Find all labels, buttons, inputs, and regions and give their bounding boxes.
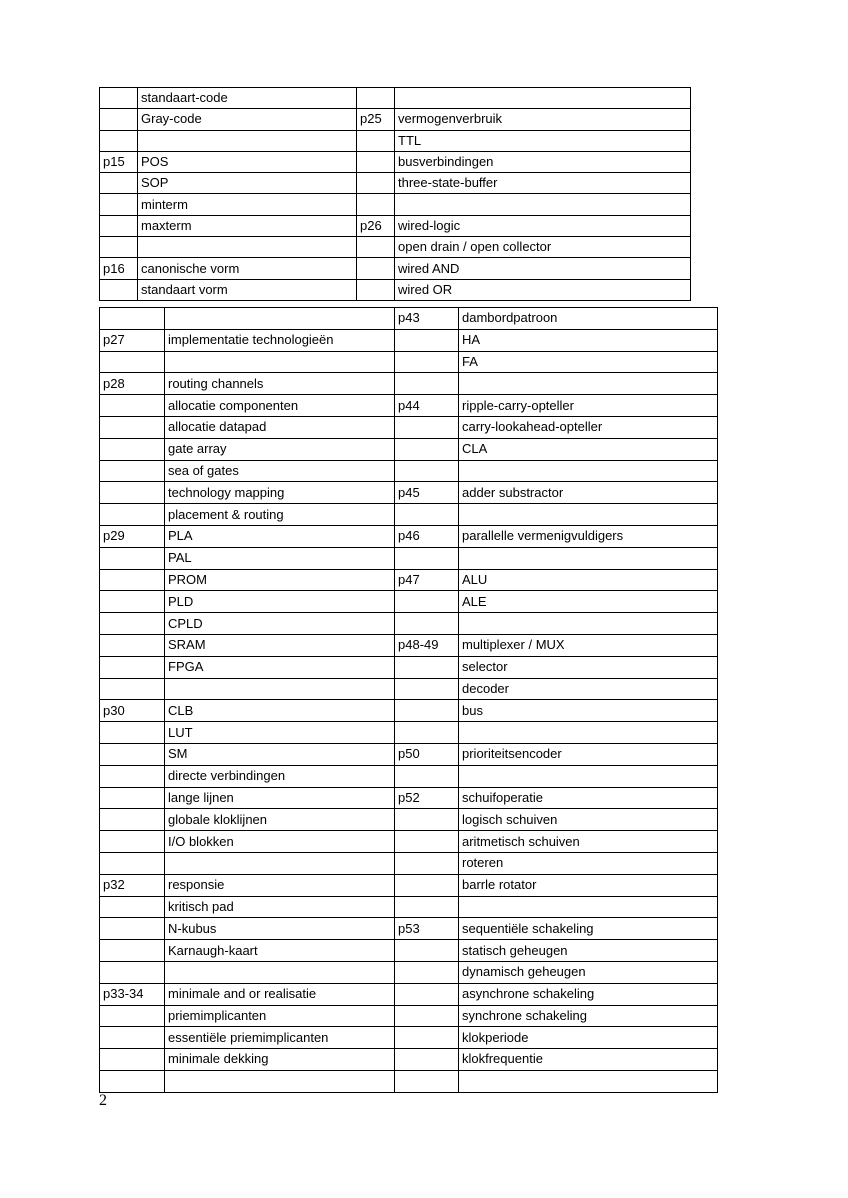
glossary-table-bottom (99, 307, 718, 1093)
term-cell: SM (165, 743, 395, 765)
table-row (100, 896, 718, 918)
term-cell: roteren (459, 852, 718, 874)
page-ref-cell (100, 395, 165, 417)
page-ref-cell: p32 (100, 874, 165, 896)
page-ref-cell (100, 109, 138, 130)
page-ref-cell (395, 765, 459, 787)
term-cell (395, 88, 691, 109)
table-row (100, 504, 718, 526)
term-cell: allocatie componenten (165, 395, 395, 417)
page-ref-cell: p33-34 (100, 983, 165, 1005)
page-ref-cell (100, 1027, 165, 1049)
term-cell (165, 308, 395, 330)
page-ref-cell (100, 237, 138, 258)
table-row (100, 215, 691, 236)
page-ref-cell: p16 (100, 258, 138, 279)
page-ref-cell (100, 743, 165, 765)
page-ref-cell (395, 591, 459, 613)
table-row (100, 547, 718, 569)
page-ref-cell (395, 961, 459, 983)
term-cell: wired AND (395, 258, 691, 279)
term-cell: PROM (165, 569, 395, 591)
page-ref-cell (100, 416, 165, 438)
table-row (100, 1005, 718, 1027)
page-ref-cell (100, 787, 165, 809)
term-cell: essentiële priemimplicanten (165, 1027, 395, 1049)
page-ref-cell (100, 613, 165, 635)
page-ref-cell (100, 1070, 165, 1092)
page-ref-cell (100, 809, 165, 831)
term-cell: dambordpatroon (459, 308, 718, 330)
page-ref-cell (100, 460, 165, 482)
page-ref-cell (100, 173, 138, 194)
term-cell: barrle rotator (459, 874, 718, 896)
table-row (100, 918, 718, 940)
page-ref-cell (100, 591, 165, 613)
page-ref-cell (100, 504, 165, 526)
page-ref-cell (100, 547, 165, 569)
page-ref-cell (100, 722, 165, 744)
page-ref-cell (357, 130, 395, 151)
term-cell: dynamisch geheugen (459, 961, 718, 983)
term-cell (459, 896, 718, 918)
term-cell: bus (459, 700, 718, 722)
term-cell: synchrone schakeling (459, 1005, 718, 1027)
term-cell: selector (459, 656, 718, 678)
page-ref-cell (395, 809, 459, 831)
page-ref-cell: p45 (395, 482, 459, 504)
table-row (100, 700, 718, 722)
term-cell: POS (138, 151, 357, 172)
term-cell: PAL (165, 547, 395, 569)
term-cell: FPGA (165, 656, 395, 678)
term-cell (138, 237, 357, 258)
term-cell (459, 460, 718, 482)
term-cell (395, 194, 691, 215)
term-cell: vermogenverbruik (395, 109, 691, 130)
term-cell: routing channels (165, 373, 395, 395)
page-ref-cell (100, 918, 165, 940)
term-cell (459, 504, 718, 526)
term-cell: canonische vorm (138, 258, 357, 279)
term-cell (459, 547, 718, 569)
term-cell: CLA (459, 438, 718, 460)
term-cell: SOP (138, 173, 357, 194)
page-ref-cell (357, 151, 395, 172)
page-ref-cell: p48-49 (395, 634, 459, 656)
page-ref-cell (395, 722, 459, 744)
term-cell (459, 722, 718, 744)
page-ref-cell: p27 (100, 329, 165, 351)
page-ref-cell (395, 351, 459, 373)
page-ref-cell (100, 279, 138, 300)
term-cell: statisch geheugen (459, 940, 718, 962)
term-cell: carry-lookahead-opteller (459, 416, 718, 438)
term-cell: PLA (165, 525, 395, 547)
page-ref-cell (100, 940, 165, 962)
page-ref-cell (395, 416, 459, 438)
page-ref-cell: p15 (100, 151, 138, 172)
term-cell: open drain / open collector (395, 237, 691, 258)
page-ref-cell (395, 1070, 459, 1092)
term-cell: globale kloklijnen (165, 809, 395, 831)
page-ref-cell: p52 (395, 787, 459, 809)
term-cell: implementatie technologieën (165, 329, 395, 351)
term-cell: priemimplicanten (165, 1005, 395, 1027)
term-cell (459, 613, 718, 635)
term-cell (165, 1070, 395, 1092)
term-cell: placement & routing (165, 504, 395, 526)
term-cell: Karnaugh-kaart (165, 940, 395, 962)
term-cell: aritmetisch schuiven (459, 831, 718, 853)
term-cell: busverbindingen (395, 151, 691, 172)
table-row (100, 722, 718, 744)
table-row (100, 1049, 718, 1071)
page-ref-cell (100, 351, 165, 373)
term-cell: asynchrone schakeling (459, 983, 718, 1005)
page-ref-cell (395, 613, 459, 635)
table-row (100, 634, 718, 656)
term-cell: standaart vorm (138, 279, 357, 300)
term-cell: gate array (165, 438, 395, 460)
page-ref-cell (100, 852, 165, 874)
page-ref-cell (100, 1049, 165, 1071)
term-cell (459, 373, 718, 395)
term-cell: HA (459, 329, 718, 351)
term-cell: minterm (138, 194, 357, 215)
term-cell (138, 130, 357, 151)
page-ref-cell (100, 482, 165, 504)
table-row (100, 613, 718, 635)
term-cell: PLD (165, 591, 395, 613)
table-row (100, 130, 691, 151)
page-ref-cell (395, 700, 459, 722)
page-ref-cell (395, 831, 459, 853)
table-row (100, 961, 718, 983)
table-row (100, 395, 718, 417)
page-ref-cell (395, 1027, 459, 1049)
term-cell: responsie (165, 874, 395, 896)
table-row (100, 525, 718, 547)
page-ref-cell (395, 678, 459, 700)
page-ref-cell (100, 896, 165, 918)
page-ref-cell (395, 983, 459, 1005)
page-ref-cell (100, 1005, 165, 1027)
page-ref-cell (357, 237, 395, 258)
term-cell: CPLD (165, 613, 395, 635)
term-cell: LUT (165, 722, 395, 744)
table-row (100, 1027, 718, 1049)
page-ref-cell: p29 (100, 525, 165, 547)
table-row (100, 416, 718, 438)
page-ref-cell: p25 (357, 109, 395, 130)
page-ref-cell (395, 438, 459, 460)
page-ref-cell (357, 173, 395, 194)
page-ref-cell (100, 961, 165, 983)
table-row (100, 151, 691, 172)
page-ref-cell (395, 329, 459, 351)
page-ref-cell (395, 656, 459, 678)
term-cell: TTL (395, 130, 691, 151)
term-cell (165, 961, 395, 983)
page-ref-cell: p53 (395, 918, 459, 940)
page-ref-cell (100, 765, 165, 787)
page-ref-cell: p46 (395, 525, 459, 547)
term-cell: three-state-buffer (395, 173, 691, 194)
page-ref-cell (100, 438, 165, 460)
term-cell (459, 765, 718, 787)
table-row (100, 874, 718, 896)
term-cell (459, 1070, 718, 1092)
term-cell: SRAM (165, 634, 395, 656)
term-cell: klokfrequentie (459, 1049, 718, 1071)
term-cell: minimale dekking (165, 1049, 395, 1071)
term-cell: directe verbindingen (165, 765, 395, 787)
table-row (100, 351, 718, 373)
term-cell: schuifoperatie (459, 787, 718, 809)
page-ref-cell (395, 896, 459, 918)
table-row (100, 743, 718, 765)
table-row (100, 237, 691, 258)
table-row (100, 591, 718, 613)
page-ref-cell: p26 (357, 215, 395, 236)
term-cell: parallelle vermenigvuldigers (459, 525, 718, 547)
term-cell: sequentiële schakeling (459, 918, 718, 940)
table-row (100, 1070, 718, 1092)
page-ref-cell (395, 1049, 459, 1071)
page-ref-cell (100, 831, 165, 853)
term-cell: adder substractor (459, 482, 718, 504)
page-ref-cell (395, 1005, 459, 1027)
term-cell: ripple-carry-opteller (459, 395, 718, 417)
term-cell: Gray-code (138, 109, 357, 130)
page-ref-cell: p44 (395, 395, 459, 417)
page-ref-cell: p47 (395, 569, 459, 591)
page-ref-cell (357, 279, 395, 300)
term-cell (165, 678, 395, 700)
term-cell: standaart-code (138, 88, 357, 109)
page-ref-cell: p28 (100, 373, 165, 395)
table-row (100, 173, 691, 194)
term-cell: klokperiode (459, 1027, 718, 1049)
term-cell: multiplexer / MUX (459, 634, 718, 656)
page-ref-cell (100, 215, 138, 236)
page-ref-cell (100, 88, 138, 109)
page-ref-cell (395, 547, 459, 569)
term-cell: kritisch pad (165, 896, 395, 918)
table-row (100, 809, 718, 831)
table-row (100, 373, 718, 395)
page-ref-cell: p30 (100, 700, 165, 722)
table-row (100, 194, 691, 215)
page-ref-cell (395, 460, 459, 482)
term-cell: prioriteitsencoder (459, 743, 718, 765)
term-cell: ALU (459, 569, 718, 591)
term-cell: maxterm (138, 215, 357, 236)
page-ref-cell (395, 504, 459, 526)
table-row (100, 460, 718, 482)
glossary-table-bottom-body (100, 308, 718, 1093)
table-row (100, 329, 718, 351)
term-cell: sea of gates (165, 460, 395, 482)
term-cell: wired OR (395, 279, 691, 300)
term-cell: CLB (165, 700, 395, 722)
term-cell: minimale and or realisatie (165, 983, 395, 1005)
page-ref-cell (395, 852, 459, 874)
table-row (100, 569, 718, 591)
page-number: 2 (99, 1092, 107, 1109)
table-row (100, 482, 718, 504)
term-cell: ALE (459, 591, 718, 613)
page-ref-cell (395, 940, 459, 962)
term-cell: N-kubus (165, 918, 395, 940)
table-row (100, 438, 718, 460)
page-ref-cell: p43 (395, 308, 459, 330)
page-ref-cell (100, 194, 138, 215)
table-row (100, 656, 718, 678)
term-cell: I/O blokken (165, 831, 395, 853)
page-ref-cell (395, 373, 459, 395)
table-row (100, 308, 718, 330)
table-row (100, 678, 718, 700)
page-ref-cell (100, 130, 138, 151)
table-row (100, 983, 718, 1005)
page-ref-cell: p50 (395, 743, 459, 765)
page-ref-cell (100, 308, 165, 330)
term-cell: technology mapping (165, 482, 395, 504)
term-cell: decoder (459, 678, 718, 700)
table-row (100, 852, 718, 874)
table-row (100, 88, 691, 109)
term-cell: lange lijnen (165, 787, 395, 809)
term-cell (165, 351, 395, 373)
page-ref-cell (100, 656, 165, 678)
term-cell (165, 852, 395, 874)
page-ref-cell (395, 874, 459, 896)
page-ref-cell (100, 634, 165, 656)
page-ref-cell (100, 569, 165, 591)
table-row (100, 109, 691, 130)
table-row (100, 940, 718, 962)
table-row (100, 765, 718, 787)
table-row (100, 258, 691, 279)
term-cell: FA (459, 351, 718, 373)
page-ref-cell (357, 194, 395, 215)
glossary-table-top-body (100, 88, 691, 301)
term-cell: logisch schuiven (459, 809, 718, 831)
term-cell: wired-logic (395, 215, 691, 236)
page-ref-cell (357, 258, 395, 279)
table-row (100, 787, 718, 809)
page-ref-cell (357, 88, 395, 109)
term-cell: allocatie datapad (165, 416, 395, 438)
table-row (100, 831, 718, 853)
glossary-table-top (99, 87, 691, 301)
table-row (100, 279, 691, 300)
page-ref-cell (100, 678, 165, 700)
